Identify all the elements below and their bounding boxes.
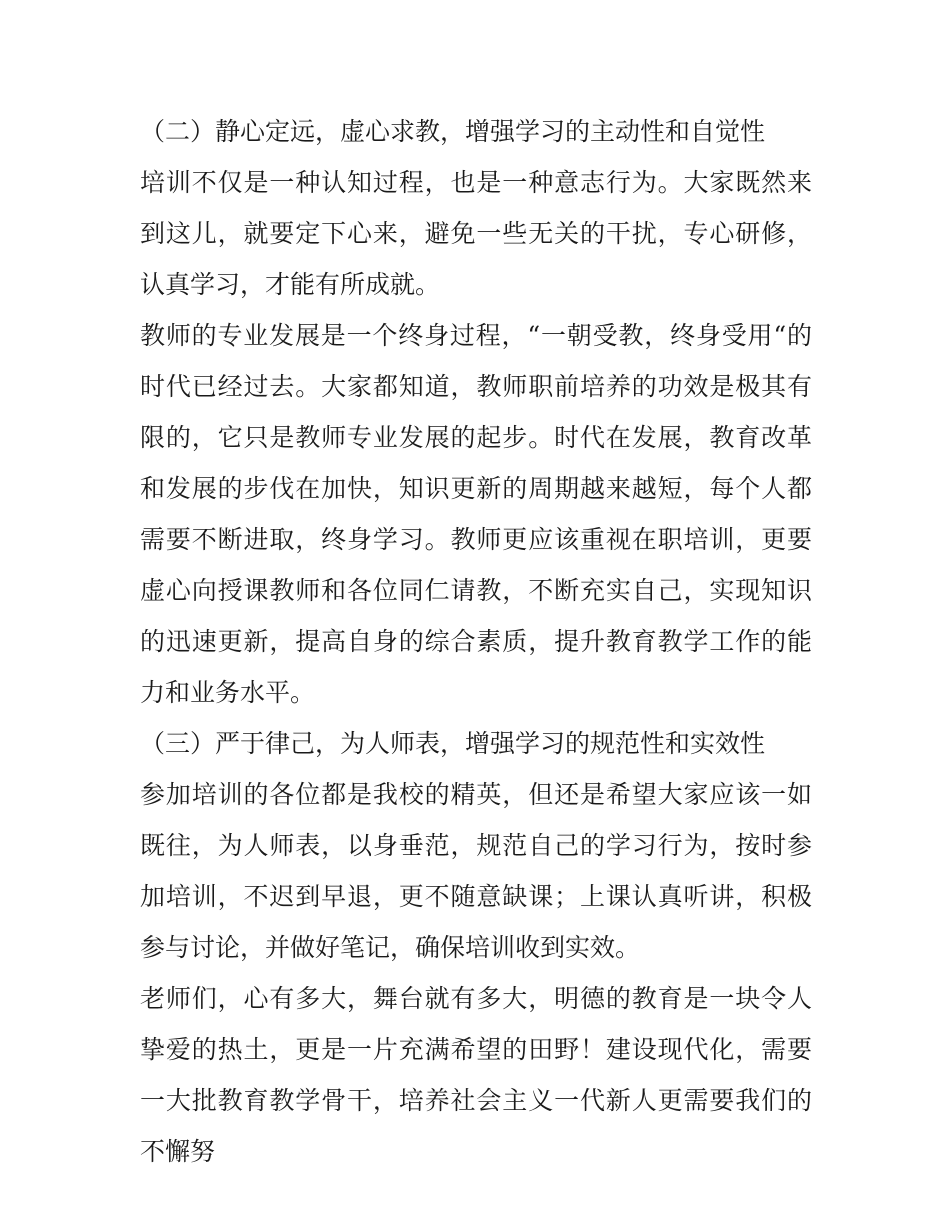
paragraph: 参加培训的各位都是我校的精英，但还是希望大家应该一如既往，为人师表，以身垂范，规范自己的学习行为，按时参加培训，不迟到早退，更不随意缺课；上课认真听讲，积极参与讨论，并做好笔记，确保培训收到实效。 — [140, 780, 812, 962]
paragraph: 老师们，心有多大，舞台就有多大，明德的教育是一块令人挚爱的热土，更是一片充满希望的田野！建设现代化，需要一大批教育教学骨干，培养社会主义一代新人更需要我们的不懈努 — [140, 984, 812, 1166]
section-heading-3: （三）严于律己，为人师表，增强学习的规范性和实效性 — [140, 729, 766, 758]
document-body — [140, 106, 812, 1177]
section-heading-2: （二）静心定远，虚心求教，增强学习的主动性和自觉性 — [140, 117, 766, 146]
paragraph: 教师的专业发展是一个终身过程，“一朝受教，终身受用“的时代已经过去。大家都知道，教师职前培养的功效是极其有限的，它只是教师专业发展的起步。时代在发展，教育改革和发展的步伐在加快，知识更新的周期越来越短，每个人都需要不断进取，终身学习。教师更应该重视在职培训，更要虚心向授课教师和各位同仁请教，不断充实自己，实现知识的迅速更新，提高自身的综合素质，提升教育教学工作的能力和业务水平。 — [140, 321, 812, 707]
paragraph: 培训不仅是一种认知过程，也是一种意志行为。大家既然来到这儿，就要定下心来，避免一些无关的干扰，专心研修，认真学习，才能有所成就。 — [140, 168, 812, 299]
